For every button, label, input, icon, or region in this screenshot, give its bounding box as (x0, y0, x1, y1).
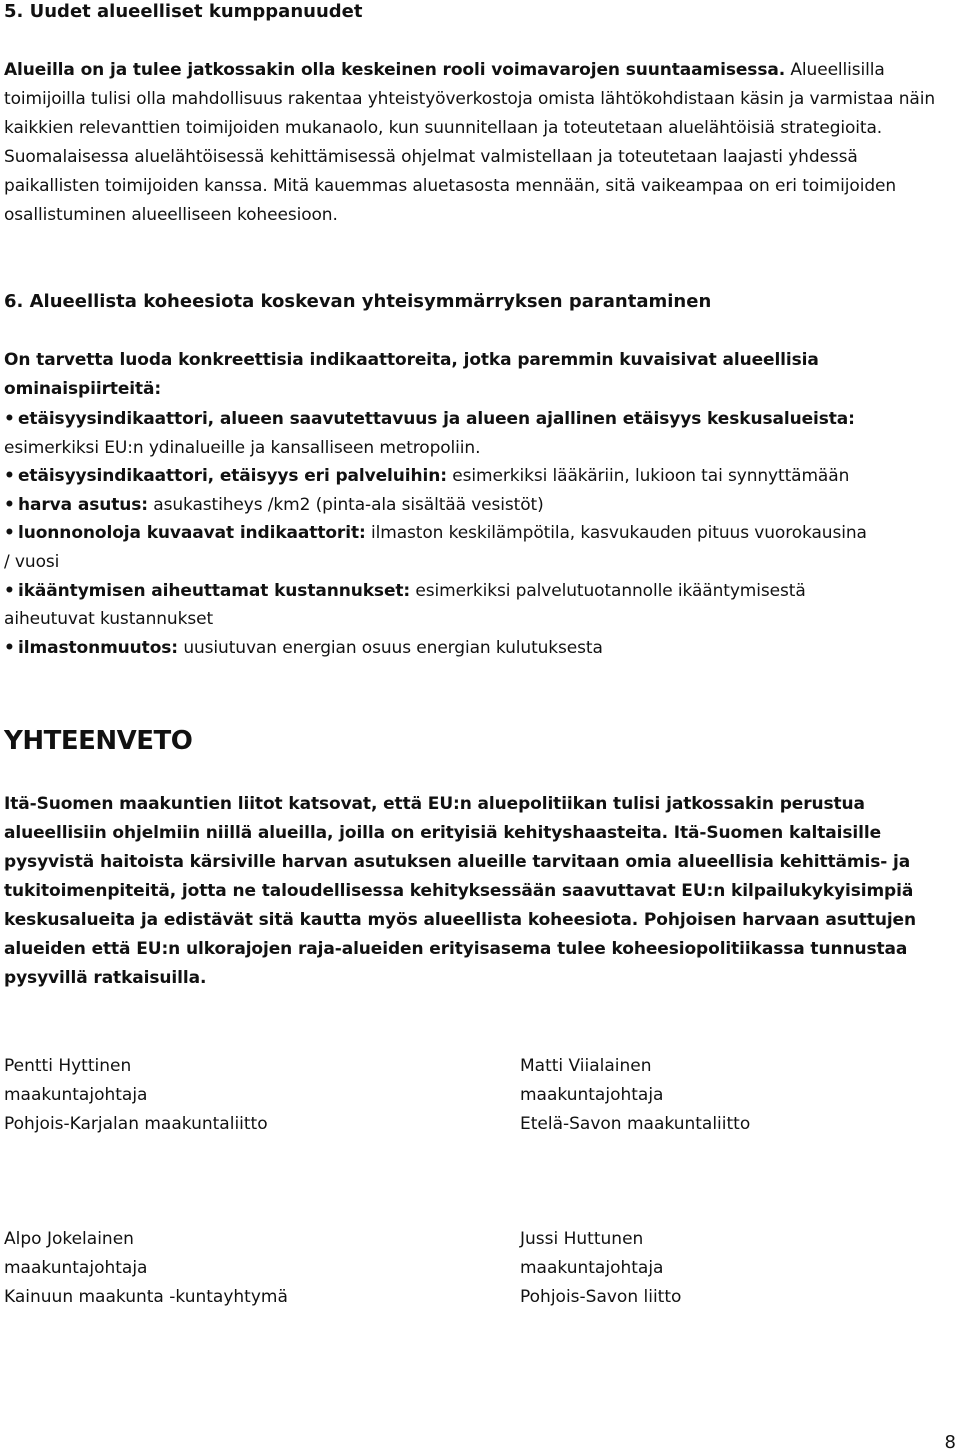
section-6-heading: 6. Alueellista koheesiota koskevan yhteisymmärryksen parantaminen (4, 291, 712, 312)
signature-block (520, 1225, 681, 1312)
bullet-item (4, 462, 956, 491)
bullet-icon: • (4, 638, 15, 658)
bullet-item (4, 491, 956, 520)
section-5-paragraph (4, 56, 956, 230)
signer-role: maakuntajohtaja (4, 1258, 148, 1278)
signer-name: Pentti Hyttinen (4, 1056, 132, 1076)
summary-heading: YHTEENVETO (4, 726, 193, 756)
bullet-icon: • (4, 466, 15, 486)
section-5-heading: 5. Uudet alueelliset kumppanuudet (4, 1, 363, 22)
signer-role: maakuntajohtaja (4, 1085, 148, 1105)
signer-organization: Etelä-Savon maakuntaliitto (520, 1114, 751, 1134)
page-number: 8 (944, 1432, 956, 1453)
bullet-item (4, 405, 956, 434)
bullet-label: etäisyysindikaattori, alueen saavutettavuus ja alueen ajallinen etäisyys keskusalueista: (18, 409, 855, 429)
section-6-intro: On tarvetta luoda konkreettisia indikaattoreita, jotka paremmin kuvaisivat alueellisia ominaispiirteitä: (4, 350, 819, 399)
signature-block (4, 1052, 268, 1139)
bullet-text: esimerkiksi palvelutuotannolle ikääntymisestä (410, 581, 806, 601)
bullet-icon: • (4, 409, 15, 429)
bullet-label: luonnonoloja kuvaavat indikaattorit: (18, 523, 366, 543)
bullet-icon: • (4, 581, 15, 601)
bullet-label: ilmastonmuutos: (18, 638, 179, 658)
section-5-lead: Alueilla on ja tulee jatkossakin olla keskeinen rooli voimavarojen suuntaamisessa. (4, 60, 786, 80)
signer-name: Matti Viialainen (520, 1056, 652, 1076)
signer-organization: Pohjois-Karjalan maakuntaliitto (4, 1114, 268, 1134)
bullet-continuation (4, 434, 956, 463)
bullet-item (4, 577, 956, 606)
bullet-text: / vuosi (4, 552, 60, 572)
signature-block (520, 1052, 750, 1139)
summary-paragraph: Itä-Suomen maakuntien liitot katsovat, että EU:n aluepolitiikan tulisi jatkossakin perustua alueellisiin ohjelmiin niillä alueilla, joilla on erityisiä kehityshaasteita. Itä-Suomen kaltaisille pysyvistä haitoista kärsiville harvan asutuksen alueille tarvitaan omia alueellisia kehittämis- ja tukitoimenpiteitä, jotta ne taloudellisessa kehityksessään saavuttavat EU:n kilpailukykyisimpiä keskusalueita ja edistävät sitä kautta myös alueellista koheesiota. Pohjoisen harvaan asuttujen alueiden että EU:n ulkorajojen raja-alueiden erityisasema tulee koheesiopolitiikassa tunnustaa pysyvillä ratkaisuilla. (4, 794, 916, 988)
bullet-item (4, 634, 956, 663)
section-5-body: Alueellisilla toimijoilla tulisi olla mahdollisuus rakentaa yhteistyöverkostoja omista lähtökohdistaan käsin ja varmistaa näin kaikkien relevanttien toimijoiden mukanaolo, kun suunnitellaan ja toteutetaan aluelähtöisiä strategioita. Suomalaisessa aluelähtöisessä kehittämisessä ohjelmat valmistellaan ja toteutetaan laajasti yhdessä paikallisten toimijoiden kanssa. Mitä kauemmas aluetasosta mennään, sitä vaikeampaa on eri toimijoiden osallistuminen alueelliseen koheesioon. (4, 60, 936, 225)
signer-organization: Kainuun maakunta -kuntayhtymä (4, 1287, 288, 1307)
signer-name: Alpo Jokelainen (4, 1229, 134, 1249)
bullet-continuation (4, 605, 956, 634)
signer-role: maakuntajohtaja (520, 1258, 664, 1278)
bullet-text: esimerkiksi lääkäriin, lukioon tai synnyttämään (446, 466, 850, 486)
bullet-text: esimerkiksi EU:n ydinalueille ja kansalliseen metropoliin. (4, 438, 481, 458)
bullet-text: ilmaston keskilämpötila, kasvukauden pituus vuorokausina (365, 523, 867, 543)
signature-block (4, 1225, 288, 1312)
bullet-icon: • (4, 523, 15, 543)
bullet-label: harva asutus: (18, 495, 148, 515)
bullet-text: aiheutuvat kustannukset (4, 609, 214, 629)
bullet-label: etäisyysindikaattori, etäisyys eri palveluihin: (18, 466, 447, 486)
signer-organization: Pohjois-Savon liitto (520, 1287, 682, 1307)
bullet-label: ikääntymisen aiheuttamat kustannukset: (18, 581, 411, 601)
bullet-icon: • (4, 495, 15, 515)
bullet-text: asukastiheys /km2 (pinta-ala sisältää vesistöt) (147, 495, 544, 515)
signer-role: maakuntajohtaja (520, 1085, 664, 1105)
bullet-text: uusiutuvan energian osuus energian kulutuksesta (178, 638, 603, 658)
signer-name: Jussi Huttunen (520, 1229, 644, 1249)
bullet-item (4, 519, 956, 548)
bullet-continuation (4, 548, 956, 577)
